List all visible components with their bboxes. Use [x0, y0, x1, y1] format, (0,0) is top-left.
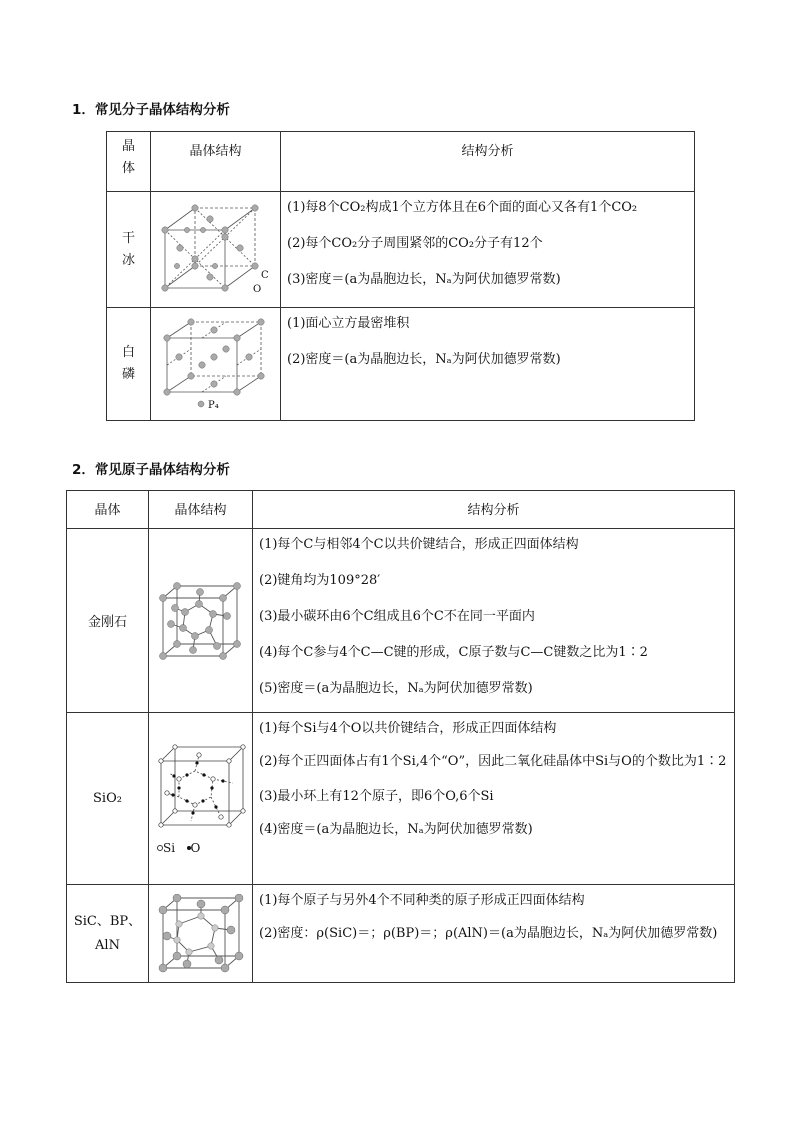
sio2-lattice-icon — [155, 743, 247, 839]
analysis-item: (1)每个C与相邻4个C以共价键结合，形成正四面体结构 — [259, 537, 579, 552]
table1-row-white-phosphorus — [107, 308, 695, 421]
table1-row-dry-ice — [107, 192, 695, 308]
analysis-item: (1)每个原子与另外4个不同种类的原子形成正四面体结构 — [259, 893, 585, 908]
sic-analysis — [253, 885, 735, 983]
table2-row-diamond — [67, 529, 735, 713]
carbon-label: C — [260, 269, 269, 281]
o-legend-label: O — [190, 840, 201, 855]
si-legend-label: Si — [163, 840, 176, 855]
white-phosphorus-analysis — [281, 308, 695, 421]
dry-ice-lattice-icon — [157, 200, 275, 300]
sio2-legend — [149, 841, 252, 855]
crystal-name: SiO₂ — [67, 713, 149, 885]
analysis-item: (5)密度＝(a为晶胞边长，Nₐ为阿伏加德罗常数) — [259, 681, 533, 696]
table2-header-row — [67, 491, 735, 529]
table1-header-crystal: 晶 体 — [107, 132, 151, 192]
analysis-item: (4)每个C参与4个C—C键的形成，C原子数与C—C键数之比为1∶2 — [259, 645, 648, 660]
sic-lattice-icon — [157, 894, 245, 974]
white-phosphorus-structure-image — [151, 308, 281, 421]
oxygen-label: O — [252, 283, 261, 295]
table2-header-structure: 晶体结构 — [149, 491, 253, 529]
table1-header-structure: 晶体结构 — [151, 132, 281, 192]
analysis-item: (1)每个Si与4个O以共价键结合，形成正四面体结构 — [259, 721, 557, 736]
analysis-item: (2)键角均为109°28′ — [259, 573, 381, 588]
table2-header-analysis: 结构分析 — [253, 491, 735, 529]
crystal-name: 干 冰 — [107, 192, 151, 308]
sio2-analysis — [253, 713, 735, 885]
analysis-item: (2)每个CO₂分子周围紧邻的CO₂分子有12个 — [287, 236, 543, 251]
sic-structure-image — [149, 885, 253, 983]
analysis-item: (1)面心立方最密堆积 — [287, 316, 410, 331]
table2-header-crystal: 晶体 — [67, 491, 149, 529]
molecular-crystal-table — [106, 131, 695, 421]
analysis-item: (3)最小碳环由6个C组成且6个C不在同一平面内 — [259, 609, 535, 624]
section1-title: 1．常见分子晶体结构分析 — [72, 102, 230, 118]
table1-header-analysis: 结构分析 — [281, 132, 695, 192]
analysis-item: (3)最小环上有12个原子，即6个O,6个Si — [259, 789, 494, 804]
sio2-structure-image — [149, 713, 253, 885]
analysis-item: (2)密度＝(a为晶胞边长，Nₐ为阿伏加德罗常数) — [287, 352, 561, 367]
analysis-item: (2)密度：ρ(SiC)＝；ρ(BP)＝；ρ(AlN)＝(a为晶胞边长，Nₐ为阿伏加德罗常数) — [259, 926, 718, 941]
crystal-name: 金刚石 — [67, 529, 149, 713]
analysis-item: (4)密度＝(a为晶胞边长，Nₐ为阿伏加德罗常数) — [259, 822, 533, 837]
analysis-item: (1)每8个CO₂构成1个立方体且在6个面的面心又各有1个CO₂ — [287, 200, 638, 215]
table2-row-sio2 — [67, 713, 735, 885]
analysis-item: (2)每个正四面体占有1个Si,4个“O”，因此二氧化硅晶体中Si与O的个数比为1∶2 — [259, 754, 727, 769]
diamond-lattice-icon — [157, 580, 245, 662]
diamond-structure-image — [149, 529, 253, 713]
white-phosphorus-lattice-icon — [157, 314, 275, 414]
table2-row-sic-bp-aln — [67, 885, 735, 983]
dry-ice-analysis — [281, 192, 695, 308]
diamond-analysis — [253, 529, 735, 713]
section2-title: 2．常见原子晶体结构分析 — [72, 462, 230, 478]
atomic-crystal-table — [66, 490, 735, 983]
crystal-name: SiC、BP、 AlN — [67, 885, 149, 983]
dry-ice-structure-image — [151, 192, 281, 308]
table1-header-row — [107, 132, 695, 192]
analysis-item: (3)密度＝(a为晶胞边长，Nₐ为阿伏加德罗常数) — [287, 272, 561, 287]
crystal-name: 白 磷 — [107, 308, 151, 421]
p4-legend-label: P₄ — [207, 400, 219, 411]
